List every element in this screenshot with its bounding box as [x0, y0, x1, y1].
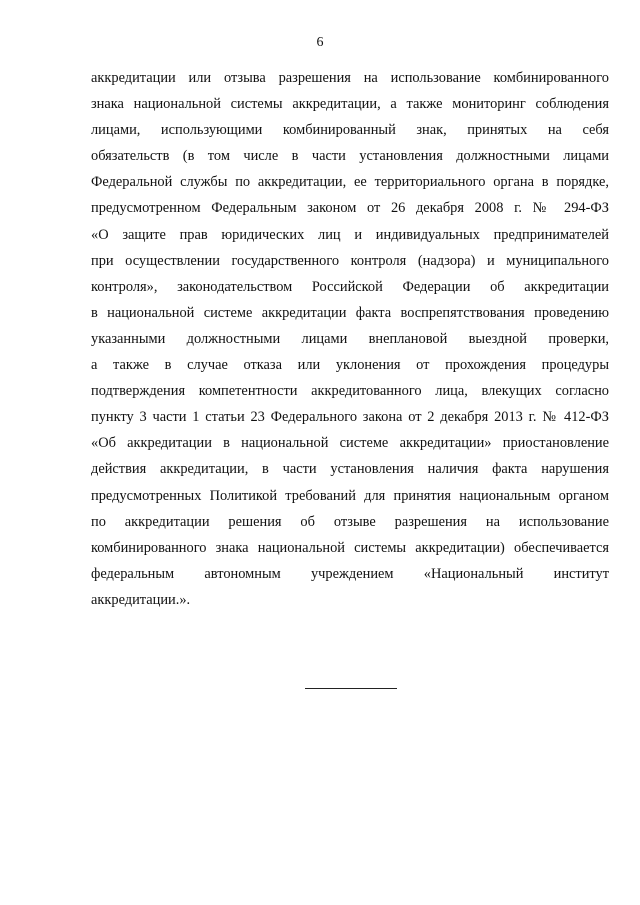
text-line: аккредитации или отзыва разрешения на использование комбинированного: [91, 70, 609, 86]
text-line: обязательств (в том числе в части установления должностными лицами: [91, 148, 609, 165]
text-line: в национальной системе аккредитации факта воспрепятствования проведению: [91, 304, 609, 321]
text-line: подтверждения компетентности аккредитованного лица, влекущих согласно: [91, 383, 609, 400]
text-line: комбинированного знака национальной системы аккредитации) обеспечивается: [91, 539, 609, 556]
text-line: при осуществлении государственного контроля (надзора) и муниципального: [91, 252, 609, 269]
text-line: предусмотренных Политикой требований для принятия национальным органом: [91, 487, 609, 504]
text-line: федеральным автономным учреждением «Национальный институт: [91, 565, 609, 582]
text-line: предусмотренном Федеральным законом от 26 декабря 2008 г. № 294-ФЗ: [91, 200, 609, 217]
text-line: «О защите прав юридических лиц и индивидуальных предпринимателей: [91, 226, 609, 243]
text-line: Федеральной службы по аккредитации, ее территориального органа в порядке,: [91, 174, 609, 191]
text-line: знака национальной системы аккредитации, а также мониторинг соблюдения: [91, 96, 609, 113]
text-line: действия аккредитации, в части установления наличия факта нарушения: [91, 461, 609, 478]
text-line: по аккредитации решения об отзыве разрешения на использование: [91, 513, 609, 530]
text-line: лицами, использующими комбинированный знак, принятых на себя: [91, 122, 609, 139]
body-text: [91, 65, 609, 613]
text-line: «Об аккредитации в национальной системе аккредитации» приостановление: [91, 435, 609, 452]
text-line: контроля», законодательством Российской Федерации об аккредитации: [91, 278, 609, 295]
end-of-text-rule: [305, 688, 397, 689]
text-line: пункту 3 части 1 статьи 23 Федерального закона от 2 декабря 2013 г. № 412-ФЗ: [91, 409, 609, 426]
text-line: указанными должностными лицами внеплановой выездной проверки,: [91, 330, 609, 347]
text-line: аккредитации.».: [91, 591, 191, 608]
page-number: 6: [316, 35, 324, 50]
text-line: а также в случае отказа или уклонения от прохождения процедуры: [91, 357, 609, 374]
